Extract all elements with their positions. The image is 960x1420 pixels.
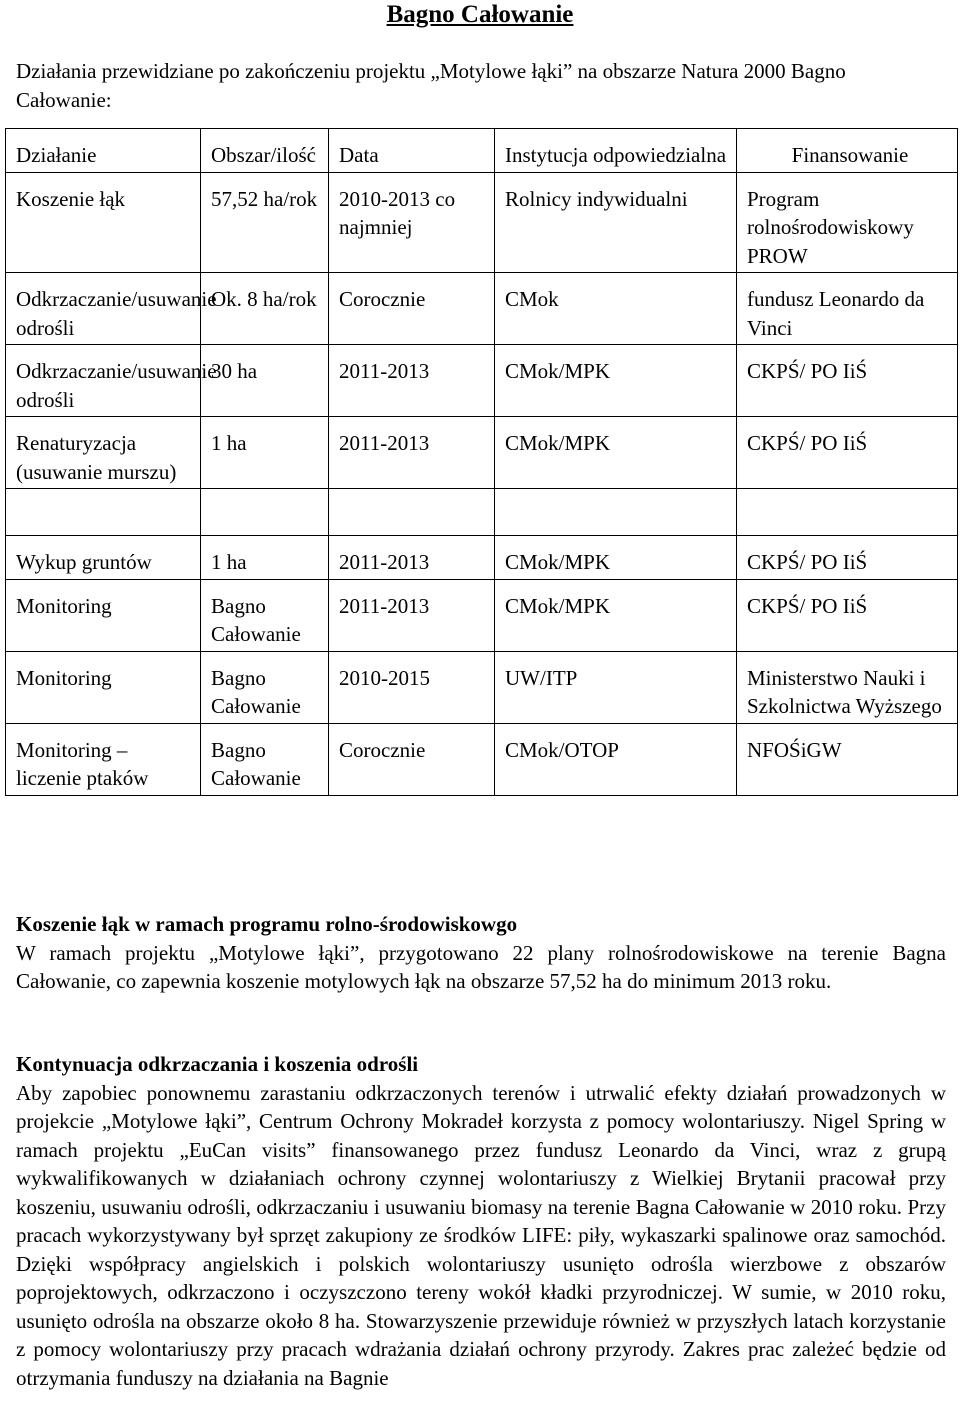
table-cell: Bagno Całowanie (201, 651, 329, 723)
table-empty-row (6, 489, 958, 536)
table-cell: CMok/MPK (495, 536, 737, 580)
table-cell: Monitoring (6, 579, 201, 651)
table-cell: CKPŚ/ PO IiŚ (737, 417, 958, 489)
document-title: Bagno Całowanie (386, 1, 574, 28)
table-cell: 2010-2015 (329, 651, 495, 723)
intro-paragraph: Działania przewidziane po zakończeniu projektu „Motylowe łąki” na obszarze Natura 2000 Bagno Całowanie: (16, 59, 846, 112)
table-row (6, 579, 958, 651)
table-row (6, 172, 958, 273)
table-cell: NFOŚiGW (737, 723, 958, 795)
section-body: Aby zapobiec ponownemu zarastaniu odkrzaczonych terenów i utrwalić efekty działań prowadzonych w projekcie „Motylowe łąki”, Centrum Ochrony Mokradeł korzysta z pomocy wolontariuszy. Nigel Spring w ramach projektu „EuCan visits” finansowanego przez fundusz Leonardo da Vinci, wraz z grupą wykwalifikowanych w działaniach ochrony czynnej wolontariuszy z Wielkiej Brytanii pracował przy koszeniu, usuwaniu odrośli, odkrzaczaniu i usuwaniu biomasy na terenie Bagna Całowanie w 2010 roku. Przy pracach wykorzystywany był sprzęt zakupiony ze środków LIFE: piły, wykaszarki spalinowe oraz samochód. Dzięki współpracy angielskich i polskich wolontariuszy usunięto odrośla wierzbowe z obszarów poprojektowych, odkrzaczono i oczyszczono tereny wokół kładki przyrodniczej. W sumie, w 2010 roku, usunięto odrośla na obszarze około 8 ha. Stowarzyszenie przewiduje również w przyszłych latach korzystanie z pomocy wolontariuszy przy pracach wdrażania działań ochrony przyrody. Zakres prac zależeć będzie od otrzymania funduszy na działania na Bagnie (16, 1080, 946, 1390)
table-row (6, 417, 958, 489)
table-cell: Program rolnośrodowiskowy PROW (737, 172, 958, 273)
table-cell: Odkrzaczanie/usuwanie odrośli (6, 273, 201, 345)
table-cell: fundusz Leonardo da Vinci (737, 273, 958, 345)
table-cell: Ok. 8 ha/rok (201, 273, 329, 345)
section-body: W ramach projektu „Motylowe łąki”, przygotowano 22 plany rolnośrodowiskowe na terenie Bagna Całowanie, co zapewnia koszenie motylowych łąk na obszarze 57,52 ha do minimum 2013 roku. (16, 940, 946, 993)
table-cell: Corocznie (329, 723, 495, 795)
table-cell: Ministerstwo Nauki i Szkolnictwa Wyższego (737, 651, 958, 723)
table-row (6, 651, 958, 723)
table-header-row (6, 129, 958, 173)
table-cell: 1 ha (201, 417, 329, 489)
section-heading: Koszenie łąk w ramach programu rolno-środowiskowgo (16, 912, 518, 936)
table-cell: CKPŚ/ PO IiŚ (737, 579, 958, 651)
table-cell: Wykup gruntów (6, 536, 201, 580)
table-cell: Odkrzaczanie/usuwanie odrośli (6, 345, 201, 417)
table-row (6, 723, 958, 795)
table-cell: Bagno Całowanie (201, 723, 329, 795)
table-cell: Renaturyzacja (usuwanie murszu) (6, 417, 201, 489)
table-cell: CMok/MPK (495, 345, 737, 417)
table-cell: 57,52 ha/rok (201, 172, 329, 273)
table-cell: Corocznie (329, 273, 495, 345)
actions-table (5, 128, 958, 796)
table-cell: 2011-2013 (329, 345, 495, 417)
table-cell (495, 489, 737, 536)
table-cell: Bagno Całowanie (201, 579, 329, 651)
section-shrub-clearing (16, 1050, 946, 1392)
table-cell: 1 ha (201, 536, 329, 580)
table-row (6, 273, 958, 345)
header-cell: Instytucja odpowiedzialna (495, 129, 737, 173)
header-cell: Obszar/ilość (201, 129, 329, 173)
table-cell: Rolnicy indywidualni (495, 172, 737, 273)
header-cell: Data (329, 129, 495, 173)
table-cell: CKPŚ/ PO IiŚ (737, 536, 958, 580)
table-cell: 2011-2013 (329, 417, 495, 489)
table-cell: CKPŚ/ PO IiŚ (737, 345, 958, 417)
table-cell: 30 ha (201, 345, 329, 417)
table-cell: Koszenie łąk (6, 172, 201, 273)
table-cell: 2011-2013 (329, 536, 495, 580)
table-cell: CMok (495, 273, 737, 345)
table-cell: 2011-2013 (329, 579, 495, 651)
table-cell: CMok/MPK (495, 579, 737, 651)
table-cell (329, 489, 495, 536)
table-cell (737, 489, 958, 536)
table-cell (201, 489, 329, 536)
table-cell (6, 489, 201, 536)
table-cell: UW/ITP (495, 651, 737, 723)
table-row (6, 536, 958, 580)
section-heading: Kontynuacja odkrzaczania i koszenia odrośli (16, 1052, 419, 1076)
table-cell: Monitoring (6, 651, 201, 723)
table-cell: CMok/MPK (495, 417, 737, 489)
table-cell: Monitoring – liczenie ptaków (6, 723, 201, 795)
table-cell: 2010-2013 co najmniej (329, 172, 495, 273)
table-row (6, 345, 958, 417)
header-cell: Działanie (6, 129, 201, 173)
section-mowing (16, 910, 946, 996)
table-cell: CMok/OTOP (495, 723, 737, 795)
header-cell: Finansowanie (737, 129, 958, 173)
